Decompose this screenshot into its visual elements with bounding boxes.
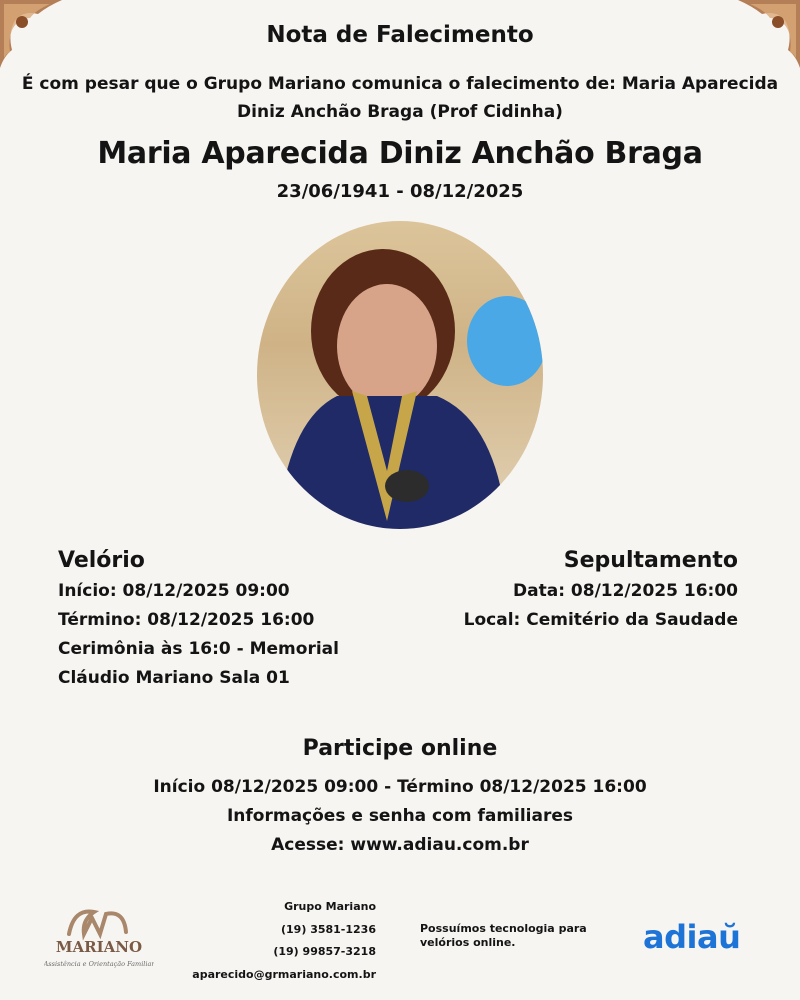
contact-email[interactable]: aparecido@grmariano.com.br (192, 967, 376, 981)
adiau-logo: adiaŭ (643, 918, 741, 956)
sepultamento-title: Sepultamento (563, 548, 738, 573)
deceased-photo (257, 221, 543, 529)
velorio-title: Velório (58, 548, 145, 573)
life-dates: 23/06/1941 - 08/12/2025 (276, 181, 524, 202)
velorio-ceremony: Cerimônia às 16:0 - Memorial Cláudio Mariano Sala 01 (58, 639, 339, 688)
mariano-logo-text: MARIANO (55, 938, 143, 956)
contact-mobile[interactable]: (19) 99857-3218 (273, 945, 376, 958)
mariano-logo-tagline: Assistência e Orientação Familiar (44, 960, 154, 968)
online-title: Participe online (302, 736, 498, 761)
mariano-logo (44, 904, 154, 970)
contact-block (180, 896, 376, 986)
velorio-section (58, 548, 358, 693)
portrait-illustration (257, 221, 543, 529)
online-info (0, 773, 800, 860)
sepultamento-location: Local: Cemitério da Saudade (463, 610, 738, 630)
sepultamento-date: Data: 08/12/2025 16:00 (513, 581, 738, 601)
velorio-start: Início: 08/12/2025 09:00 (58, 581, 290, 601)
velorio-end: Término: 08/12/2025 16:00 (58, 610, 315, 630)
deceased-name: Maria Aparecida Diniz Anchão Braga (97, 136, 703, 171)
tech-notice: Possuímos tecnologia para velórios online. (420, 922, 587, 949)
online-access-link[interactable]: Acesse: www.adiau.com.br (271, 835, 529, 855)
sepultamento-section (418, 548, 738, 635)
online-time: Início 08/12/2025 09:00 - Término 08/12/2025 16:00 (153, 777, 647, 797)
contact-phone[interactable]: (19) 3581-1236 (281, 922, 376, 936)
notice-title: Nota de Falecimento (266, 22, 534, 48)
notice-subtitle: É com pesar que o Grupo Mariano comunica o falecimento de: Maria Aparecida Diniz Anchão Braga (Prof Cidinha) (21, 74, 779, 122)
contact-company: Grupo Mariano (284, 900, 376, 913)
online-password-info: Informações e senha com familiares (226, 806, 574, 826)
